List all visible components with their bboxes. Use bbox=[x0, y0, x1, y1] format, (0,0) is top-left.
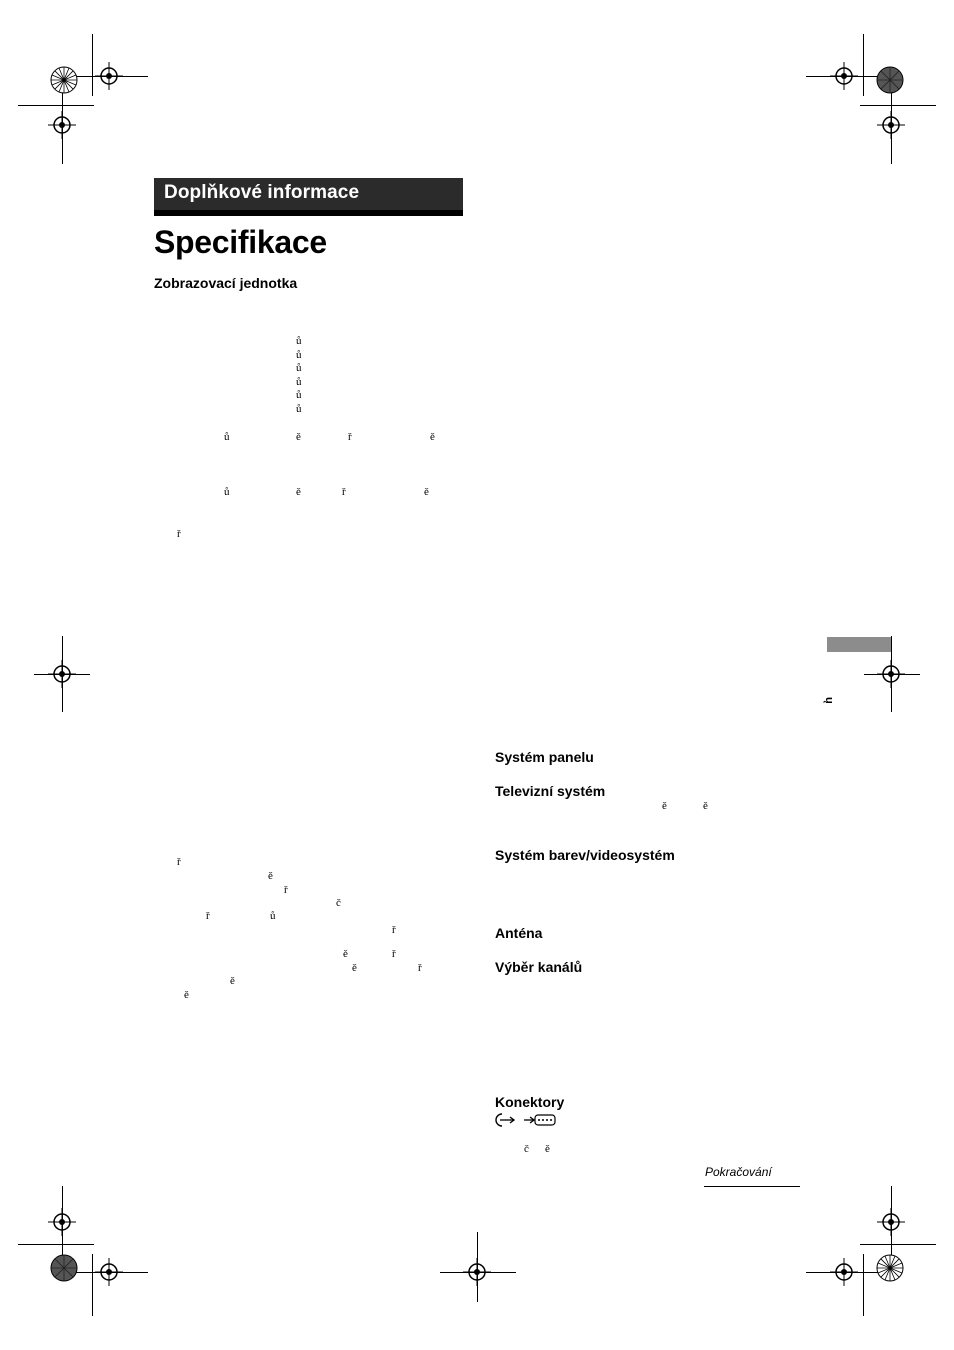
starburst-mark-icon bbox=[876, 66, 904, 94]
scart-in-icon bbox=[494, 1112, 520, 1128]
glyph: č bbox=[336, 897, 341, 909]
glyph: ř bbox=[348, 431, 352, 443]
registration-target-icon bbox=[830, 1258, 858, 1286]
side-index-glyph: ų bbox=[823, 697, 835, 704]
glyph: ř bbox=[206, 910, 210, 922]
registration-target-icon bbox=[830, 62, 858, 90]
scart-out-icon bbox=[524, 1112, 558, 1128]
glyph: ů bbox=[270, 910, 276, 922]
glyph: ř bbox=[392, 948, 396, 960]
heading-panel-system: Systém panelu bbox=[495, 749, 594, 765]
glyph: ů bbox=[224, 431, 230, 443]
registration-target-icon bbox=[48, 660, 76, 688]
glyph: ě bbox=[424, 486, 429, 498]
glyph: ů bbox=[296, 389, 302, 401]
heading-color-system: Systém barev/videosystém bbox=[495, 847, 675, 863]
glyph: ů bbox=[296, 349, 302, 361]
registration-target-icon bbox=[48, 1208, 76, 1236]
glyph: č bbox=[524, 1143, 529, 1155]
registration-target-icon bbox=[95, 1258, 123, 1286]
registration-target-icon bbox=[48, 111, 76, 139]
glyph: ů bbox=[224, 486, 230, 498]
glyph: ě bbox=[662, 800, 667, 812]
registration-target-icon bbox=[877, 111, 905, 139]
heading-channel-coverage: Výběr kanálů bbox=[495, 959, 583, 975]
thumb-index-tab bbox=[827, 637, 891, 652]
glyph: ě bbox=[545, 1143, 550, 1155]
glyph: ě bbox=[703, 800, 708, 812]
heading-antenna: Anténa bbox=[495, 925, 543, 941]
glyph: ř bbox=[392, 924, 396, 936]
page-title: Specifikace bbox=[154, 224, 327, 260]
glyph: ě bbox=[184, 989, 189, 1001]
continued-underline bbox=[704, 1186, 800, 1187]
glyph: ě bbox=[296, 431, 301, 443]
glyph: ů bbox=[296, 335, 302, 347]
section-header-bar bbox=[154, 178, 463, 216]
glyph: ř bbox=[177, 856, 181, 868]
registration-target-icon bbox=[95, 62, 123, 90]
heading-connectors: Konektory bbox=[495, 1094, 565, 1110]
section-label: Doplňkové informace bbox=[164, 182, 360, 203]
glyph: ů bbox=[296, 362, 302, 374]
registration-target-icon bbox=[463, 1258, 491, 1286]
registration-target-icon bbox=[877, 1208, 905, 1236]
starburst-mark-icon bbox=[50, 1254, 78, 1282]
glyph: ě bbox=[230, 975, 235, 987]
glyph: ř bbox=[342, 486, 346, 498]
glyph: ř bbox=[177, 528, 181, 540]
glyph: ů bbox=[296, 403, 302, 415]
glyph: ě bbox=[352, 962, 357, 974]
heading-display-unit: Zobrazovací jednotka bbox=[154, 275, 298, 291]
continued-note: Pokračování bbox=[705, 1165, 772, 1179]
starburst-mark-icon bbox=[50, 66, 78, 94]
starburst-mark-icon bbox=[876, 1254, 904, 1282]
glyph: ř bbox=[418, 962, 422, 974]
glyph: ě bbox=[268, 870, 273, 882]
heading-tv-system: Televizní systém bbox=[495, 783, 606, 799]
glyph: ř bbox=[284, 884, 288, 896]
registration-target-icon bbox=[877, 660, 905, 688]
glyph: ů bbox=[296, 376, 302, 388]
glyph: ě bbox=[430, 431, 435, 443]
glyph: ě bbox=[343, 948, 348, 960]
glyph: ě bbox=[296, 486, 301, 498]
